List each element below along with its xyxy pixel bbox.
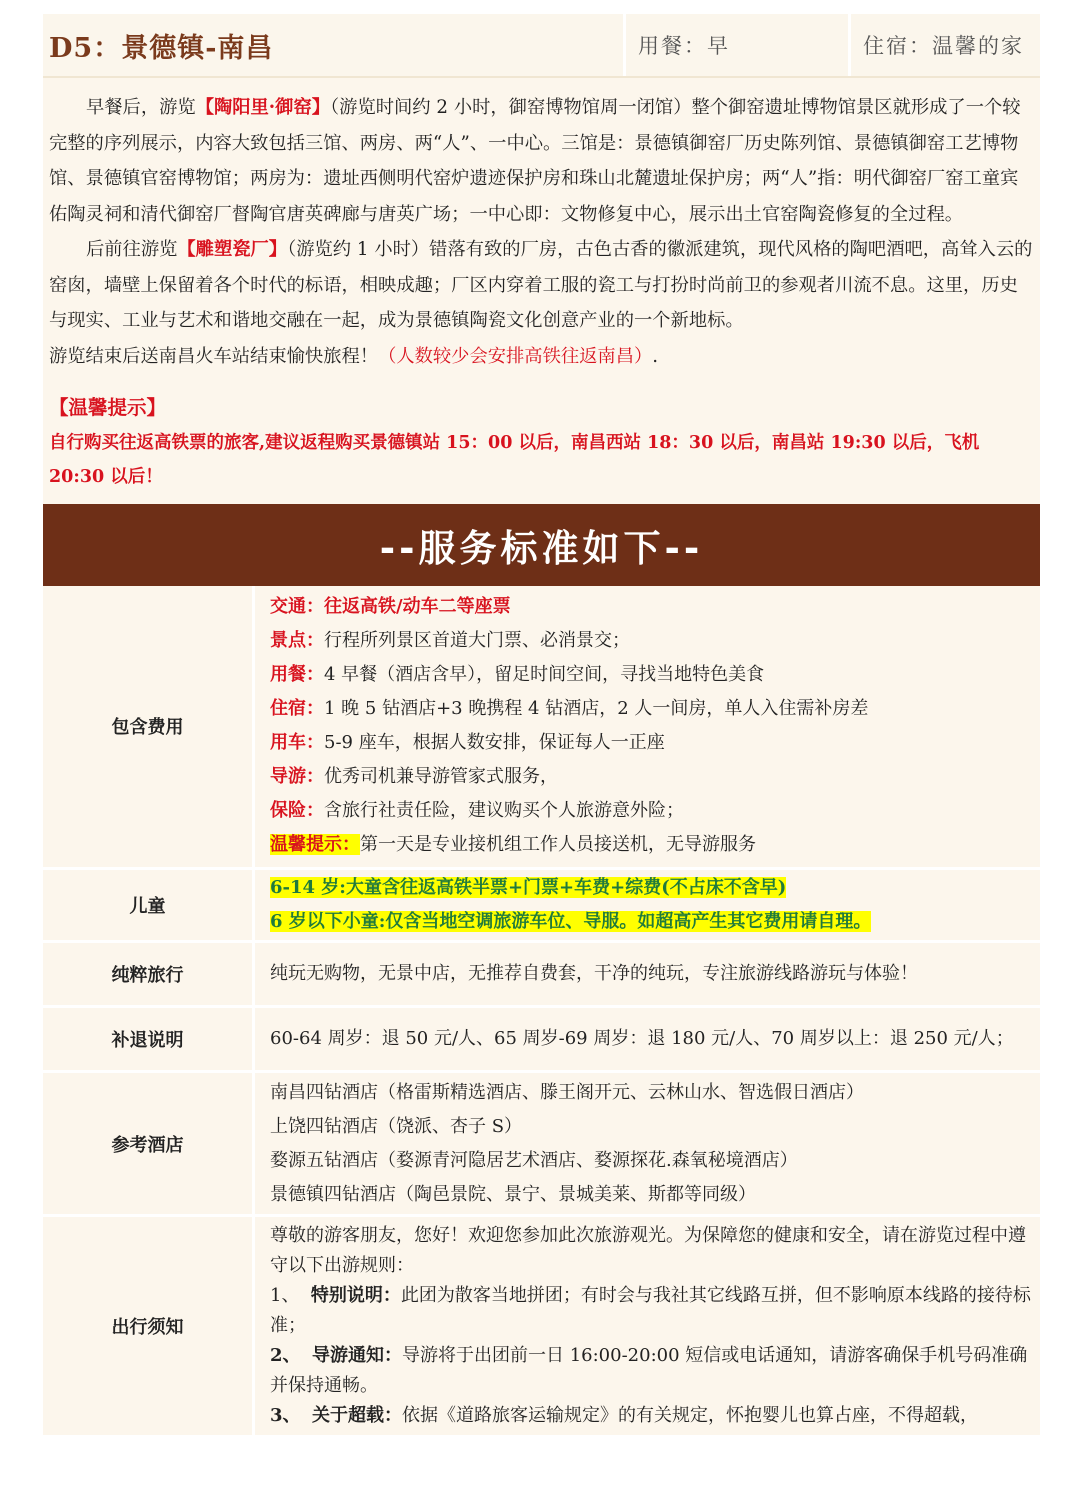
item-num: 3、 [270,1405,301,1426]
item-text: 1 晚 5 钻酒店+3 晚携程 4 钻酒店，2 人一间房，单人入住需补房差 [324,698,869,720]
item-key: 交通： [270,596,324,618]
list-item [270,726,1032,760]
item-text: 4 早餐（酒店含早），留足时间空间，寻找当地特色美食 [324,664,765,686]
item-num: 2、 [270,1345,301,1366]
item-key: 导游： [270,766,324,788]
item-text: 行程所列景区首道大门票、必消景交； [324,630,630,652]
spot-name: 【雕塑瓷厂】 [177,239,288,260]
list-item: 景德镇四钻酒店（陶邑景院、景宁、景城美莱、斯都等同级） [270,1183,756,1205]
item-text: 此团为散客当地拼团；有时会与我社其它线路互拼，但不影响原本线路的接待标准； [270,1285,1031,1336]
item-title: 特别说明： [310,1285,401,1306]
list-item [270,1281,1032,1341]
item-key: 用车： [270,732,324,754]
item-title: 关于超载： [311,1405,402,1426]
day-title: D5：景德镇-南昌 [49,32,274,64]
item-text: 依据《道路旅客运输规定》的有关规定，怀抱婴儿也算占座，不得超载， [401,1405,978,1426]
item-text: 第一天是专业接机组工作人员接送机，无导游服务 [360,834,756,856]
item-key: 保险： [270,800,324,822]
item-key: 景点： [270,630,324,652]
text: . [652,345,659,367]
list-item: 上饶四钻酒店（饶派、杏子 S） [270,1115,523,1137]
notice-list [254,1216,1041,1437]
list-item [270,794,1032,828]
item-text: 优秀司机兼导游管家式服务， [324,766,558,788]
list-item [270,828,1032,862]
hotel-list [254,1072,1041,1216]
text: （游览时间约 2 小时，御窑博物馆周一闭馆）整个御窑遗址博物馆景区就形成了一个较完整的序列展示，内容大致包括三馆、两房、两“人”、一中心。三馆是：景德镇御窑厂历史陈列馆、景德镇御窑工艺博物馆、景德镇官窑博物馆；两房为：遗址西侧明代窑炉遗迹保护房和珠山北麓遗址保护房；两“人”指：明代御窑厂窑工童宾佑陶灵祠和清代御窑厂督陶官唐英碑廊与唐英广场；一中心即：文物修复中心，展示出土官窑陶瓷修复的全过程。 [49,97,1021,225]
table-row [43,586,1040,869]
itinerary-page [43,14,1040,1438]
row-label: 补退说明 [43,1007,254,1072]
item-text: 往返高铁/动车二等座票 [324,596,511,618]
list-item [270,905,1032,939]
spot-name: 【陶阳里·御窑】 [195,97,331,118]
item-key: 住宿： [270,698,324,720]
item-text: 5-9 座车，根据人数安排，保证每人一正座 [324,732,665,754]
child-line: 6-14 岁:大童含往返高铁半票+门票+车费+综费(不占床不含早) [270,877,787,898]
row-label: 出行须知 [43,1216,254,1437]
service-banner: --服务标准如下-- [43,504,1040,586]
text: （游览约 1 小时）错落有致的厂房，古色古香的徽派建筑，现代风格的陶吧酒吧，高耸入云的窑囱，墙壁上保留着各个时代的标语，相映成趣；厂区内穿着工服的瓷工与打扮时尚前卫的参观者川流不息。这里，历史与现实、工业与艺术和谐地交融在一起，成为景德镇陶瓷文化创意产业的一个新地标。 [49,239,1033,331]
list-item [270,1401,1032,1431]
note-text: （人数较少会安排高铁往返南昌） [378,345,653,367]
row-label: 参考酒店 [43,1072,254,1216]
item-text: 含旅行社责任险，建议购买个人旅游意外险； [324,800,684,822]
list-item: 南昌四钻酒店（格雷斯精选酒店、滕王阁开元、云林山水、智选假日酒店） [270,1081,864,1103]
tip-title: 【温馨提示】 [49,396,167,419]
table-row [43,942,1040,1007]
tip-text: 自行购买往返高铁票的旅客,建议返程购买景德镇站 15：00 以后，南昌西站 18：30 以后，南昌站 19:30 以后，飞机 20:30 以后！ [49,432,980,487]
day-header [43,14,1040,78]
list-item [270,658,1032,692]
children-list [254,869,1041,942]
list-item [270,760,1032,794]
text: 游览结束后送南昌火车站结束愉快旅程！ [49,345,379,367]
day-meal: 用餐：早 [623,14,848,76]
paragraph-end [49,339,1034,375]
table-row [43,1216,1040,1437]
item-key: 用餐： [270,664,324,686]
service-table [43,586,1040,1439]
list-item [270,590,1032,624]
item-num: 1、 [270,1285,300,1306]
list-item [270,1341,1032,1401]
day-stay: 住宿：温馨的家 [848,14,1040,76]
text: 后前往游览 [86,239,178,260]
row-label: 儿童 [43,869,254,942]
pure-text: 纯玩无购物，无景中店，无推荐自费套，干净的纯玩，专注旅游线路游玩与体验！ [254,942,1041,1007]
row-label: 纯粹旅行 [43,942,254,1007]
table-row [43,1007,1040,1072]
included-list [254,586,1041,869]
paragraph-sculpture [49,232,1034,339]
paragraph-yuyao [49,90,1034,232]
notice-intro: 尊敬的游客朋友，您好！欢迎您参加此次旅游观光。为保障您的健康和安全，请在游览过程中遵守以下出游规则： [270,1225,1026,1276]
item-title: 导游通知： [311,1345,402,1366]
list-item [270,871,1032,905]
text: 早餐后，游览 [86,97,196,118]
item-key: 温馨提示： [270,834,360,856]
row-label: 包含费用 [43,586,254,869]
item-text: 导游将于出团前一日 16:00-20:00 短信或电话通知，请游客确保手机号码准确并保持通畅。 [270,1345,1028,1396]
day-description [43,78,1040,504]
refund-text: 60-64 周岁：退 50 元/人、65 周岁-69 周岁：退 180 元/人、70 周岁以上：退 250 元/人； [254,1007,1041,1072]
table-row [43,869,1040,942]
table-row [43,1072,1040,1216]
child-line: 6 岁以下小童:仅含当地空调旅游车位、导服。如超高产生其它费用请自理。 [270,911,872,932]
list-item: 婺源五钻酒店（婺源青河隐居艺术酒店、婺源探花.森氧秘境酒店） [270,1149,798,1171]
list-item [270,692,1032,726]
list-item [270,624,1032,658]
